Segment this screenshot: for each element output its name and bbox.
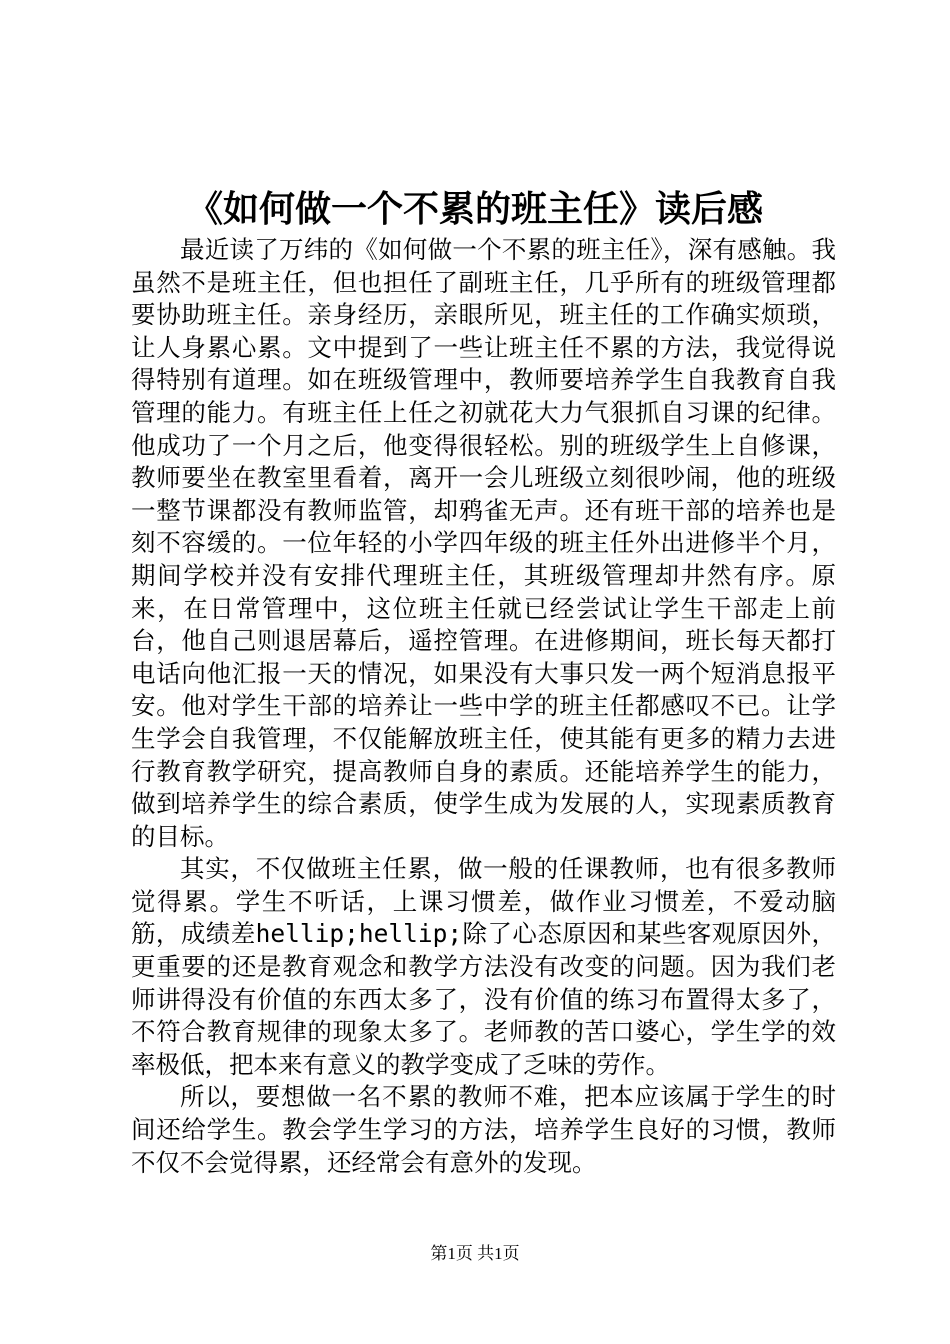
paragraph: 其实，不仅做班主任累，做一般的任课教师，也有很多教师觉得累。学生不听话，上课习惯差，做作业习惯差，不爱动脑筋，成绩差hellip;hellip;除了心态原因和某些客观原因外，更重要的还是教育观念和教学方法没有改变的问题。因为我们老师讲得没有价值的东西太多了，没有价值的练习布置得太多了，不符合教育规律的现象太多了。老师教的苦口婆心，学生学的效率极低，把本来有意义的教学变成了乏味的劳作。 — [131, 854, 836, 1079]
document-title: 《如何做一个不累的班主任》读后感 — [186, 188, 763, 230]
paragraph: 所以，要想做一名不累的教师不难，把本应该属于学生的时间还给学生。教会学生学习的方法，培养学生良好的习惯，教师不仅不会觉得累，还经常会有意外的发现。 — [131, 1082, 836, 1177]
document-body — [131, 234, 836, 1179]
paragraph: 最近读了万纬的《如何做一个不累的班主任》，深有感触。我虽然不是班主任，但也担任了副班主任，几乎所有的班级管理都要协助班主任。亲身经历，亲眼所见，班主任的工作确实烦琐，让人身累心累。文中提到了一些让班主任不累的方法，我觉得说得特别有道理。如在班级管理中，教师要培养学生自我教育自我管理的能力。有班主任上任之初就花大力气狠抓自习课的纪律。他成功了一个月之后，他变得很轻松。别的班级学生上自修课，教师要坐在教室里看着，离开一会儿班级立刻很吵闹，他的班级一整节课都没有教师监管，却鸦雀无声。还有班干部的培养也是刻不容缓的。一位年轻的小学四年级的班主任外出进修半个月，期间学校并没有安排代理班主任，其班级管理却井然有序。原来，在日常管理中，这位班主任就已经尝试让学生干部走上前台，他自己则退居幕后，遥控管理。在进修期间，班长每天都打电话向他汇报一天的情况，如果没有大事只发一两个短消息报平安。他对学生干部的培养让一些中学的班主任都感叹不已。让学生学会自我管理，不仅能解放班主任，使其能有更多的精力去进行教育教学研究，提高教师自身的素质。还能培养学生的能力，做到培养学生的综合素质，使学生成为发展的人，实现素质教育的目标。 — [131, 235, 836, 851]
page-number-footer: 第1页 共1页 — [430, 1244, 520, 1263]
